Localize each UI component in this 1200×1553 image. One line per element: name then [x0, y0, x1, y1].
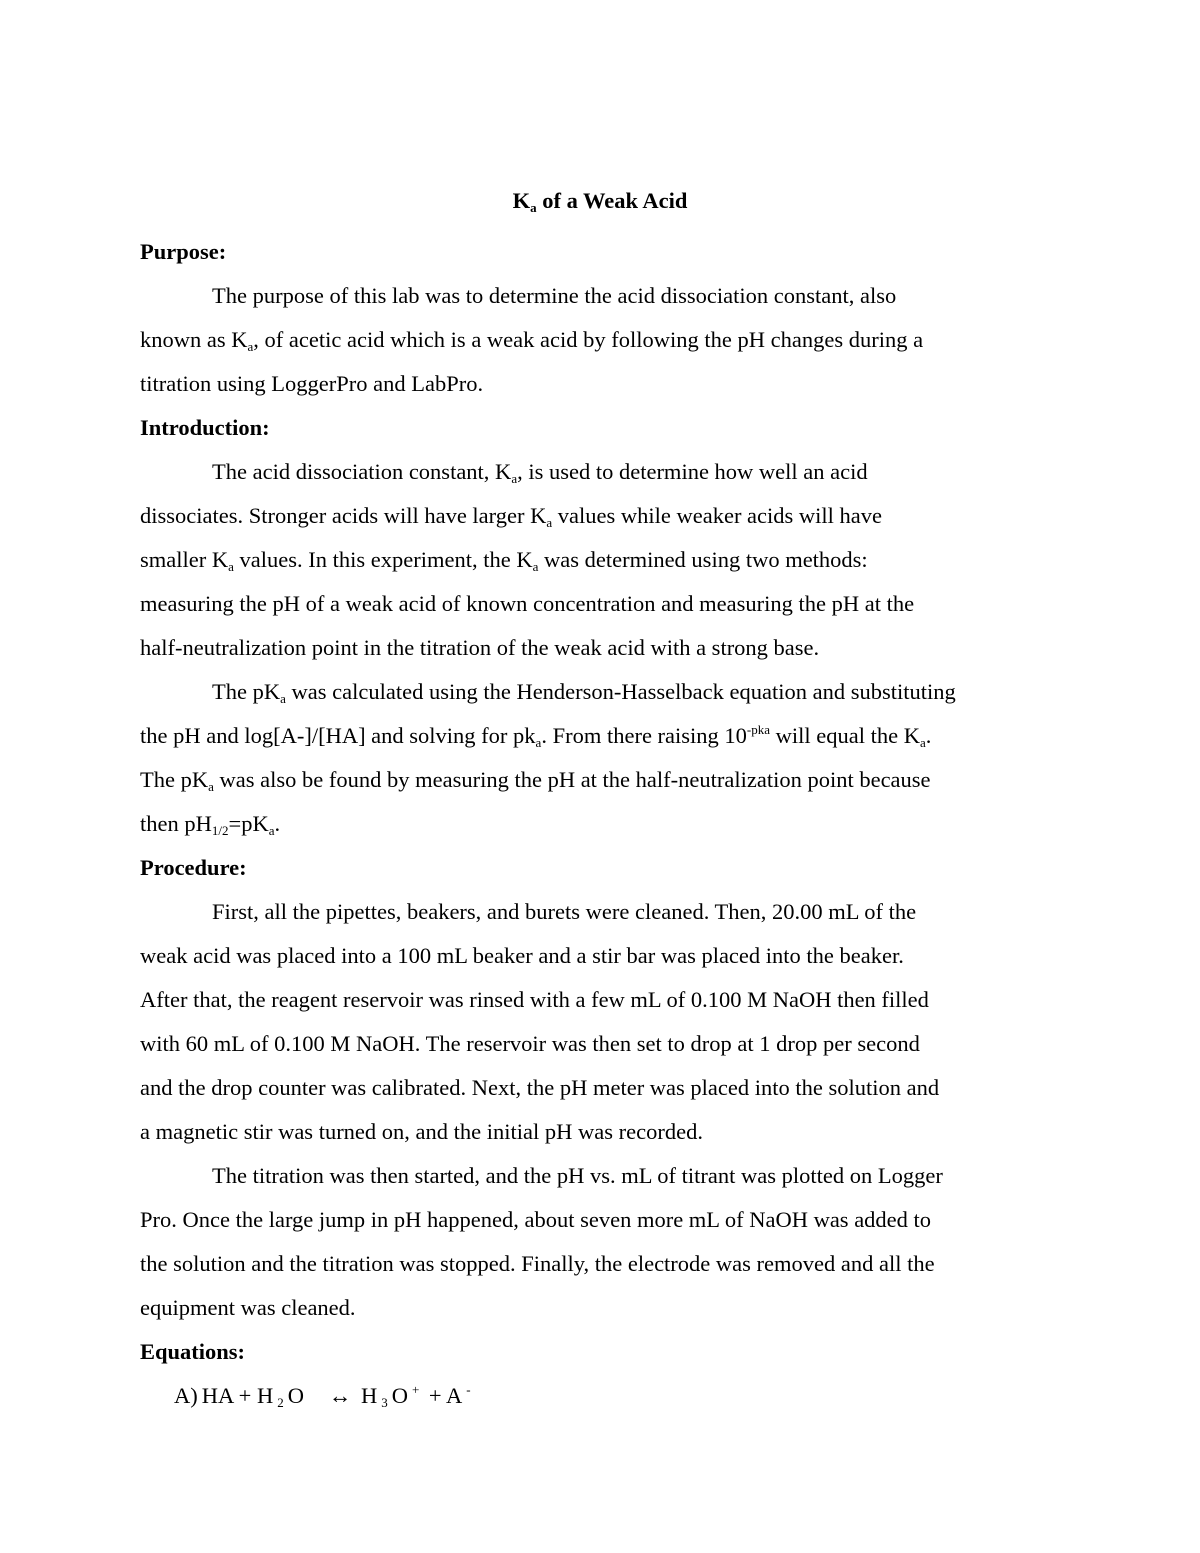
introduction-paragraph-1: [140, 450, 1070, 670]
title-k-subscript: a: [530, 200, 537, 215]
procedure-p1-line-6: a magnetic stir was turned on, and the initial pH was recorded.: [140, 1119, 703, 1144]
procedure-p1-line-3: After that, the reagent reservoir was rinsed with a few mL of 0.100 M NaOH then filled: [140, 987, 929, 1012]
intro-p1-line-4: measuring the pH of a weak acid of known concentration and measuring the pH at the: [140, 591, 915, 616]
procedure-p1-line-2: weak acid was placed into a 100 mL beaker and a stir bar was placed into the beaker.: [140, 943, 904, 968]
intro-p2-line-1: The $pK_a$ was calculated using the Henderson-Hasselback equation and substituting: [212, 679, 956, 706]
purpose-line-2: known as $K_a$, of acetic acid which is a weak acid by following the pH changes during a: [140, 327, 924, 354]
purpose-paragraph: [140, 274, 1070, 406]
intro-p1-line-5: half-neutralization point in the titration of the weak acid with a strong base.: [140, 635, 820, 660]
equation-a: [174, 1374, 1070, 1418]
intro-p2-line-2: the pH and log[A-]/[HA] and solving for $pk_a$. From there raising $10^{-pka}$ will equal the $K_a$.: [140, 722, 932, 750]
intro-p1-line-3: smaller $K_a$ values. In this experiment, the $K_a$ was determined using two methods:: [140, 547, 868, 574]
document-body: [140, 230, 1070, 1418]
title-k: K: [512, 188, 531, 213]
procedure-p1-line-4: with 60 mL of 0.100 M NaOH. The reservoir was then set to drop at 1 drop per second: [140, 1031, 920, 1056]
equation-a-label: A): [174, 1383, 198, 1408]
equation-a-lhs: HA + H $_2$ O: [201, 1383, 304, 1410]
document-title: [0, 186, 1200, 216]
equation-arrow: ↔: [328, 1383, 352, 1408]
procedure-p1-line-5: and the drop counter was calibrated. Next, the pH meter was placed into the solution and: [140, 1075, 940, 1100]
procedure-p2-line-1: The titration was then started, and the pH vs. mL of titrant was plotted on Logger: [212, 1163, 943, 1188]
procedure-p1-line-1: First, all the pipettes, beakers, and burets were cleaned. Then, 20.00 mL of the: [212, 899, 917, 924]
equations-heading: Equations:: [140, 1339, 246, 1364]
title-rest: of a Weak Acid: [536, 188, 688, 213]
equation-a-rhs: H $_3$ O + + A -: [360, 1382, 471, 1410]
procedure-p2-line-4: equipment was cleaned.: [140, 1295, 356, 1320]
purpose-line-1: The purpose of this lab was to determine the acid dissociation constant, also: [212, 283, 897, 308]
procedure-p2-line-3: the solution and the titration was stopped. Finally, the electrode was removed and all the: [140, 1251, 935, 1276]
intro-p1-line-1: The acid dissociation constant, $K_a$, is used to determine how well an acid: [212, 459, 868, 486]
purpose-line-3: titration using LoggerPro and LabPro.: [140, 371, 484, 396]
introduction-heading: Introduction:: [140, 415, 270, 440]
intro-p1-line-2: dissociates. Stronger acids will have larger $K_a$ values while weaker acids will have: [140, 503, 883, 530]
intro-p2-line-3: The $pK_a$ was also be found by measuring the pH at the half-neutralization point because: [140, 767, 931, 794]
introduction-paragraph-2: [140, 670, 1070, 846]
procedure-p2-line-2: Pro. Once the large jump in pH happened, about seven more mL of NaOH was added to: [140, 1207, 932, 1232]
procedure-paragraph-1: [140, 890, 1070, 1154]
purpose-heading: Purpose:: [140, 239, 227, 264]
procedure-heading: Procedure:: [140, 855, 247, 880]
intro-p2-line-4: then $pH_{1/2}=pK_a$.: [140, 811, 281, 838]
procedure-paragraph-2: [140, 1154, 1070, 1330]
